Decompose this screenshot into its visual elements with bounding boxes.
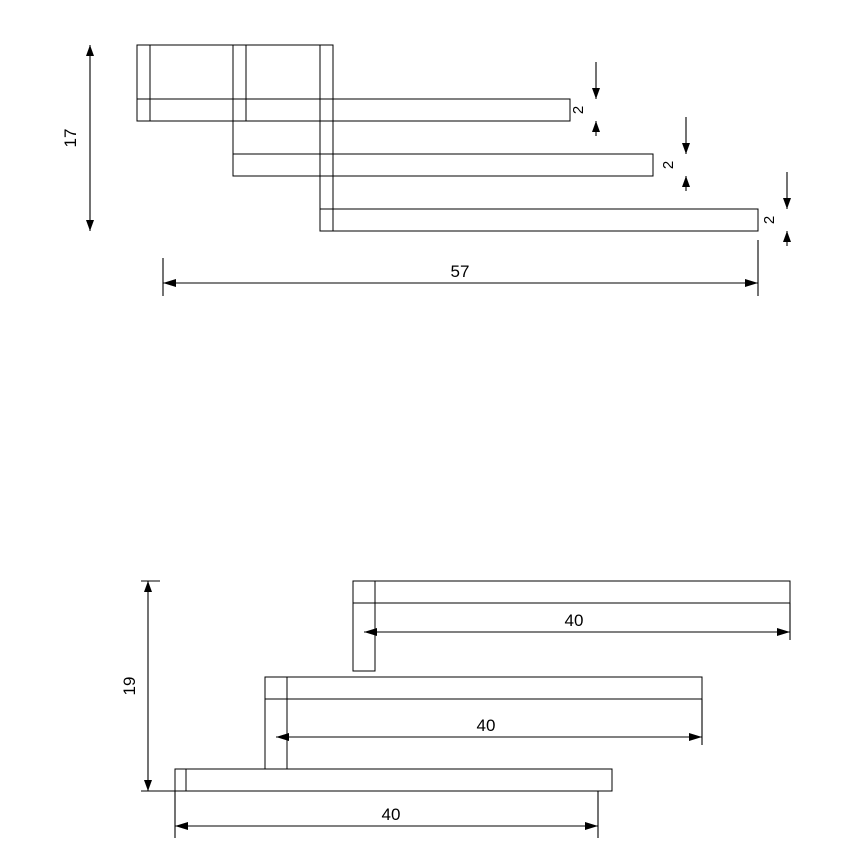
arrowhead-2c-bottom [783, 231, 791, 242]
dimension-label-arm-top-40: 40 [564, 611, 584, 630]
arrowhead-17-top [86, 45, 94, 56]
dimension-label-arm-bottom-40: 40 [381, 805, 401, 824]
dimension-label-length-57: 57 [450, 262, 470, 281]
arrowhead-2b-bottom [682, 176, 690, 187]
top-view-middle-plate [233, 45, 333, 176]
arrowhead-2c-top [783, 198, 791, 209]
top-view-thickness-2-dimension [682, 117, 690, 191]
front-view-arm-middle [265, 677, 702, 699]
arrowhead-40-middle-right [689, 733, 702, 741]
dimension-label-height-17: 17 [61, 128, 80, 148]
arrowhead-57-left [163, 279, 176, 287]
front-view-arm-top [353, 581, 790, 603]
arrowhead-2a-top [592, 88, 600, 99]
arrowhead-17-bottom [86, 220, 94, 231]
top-view-bar-1 [137, 99, 570, 121]
front-view-stem-top [353, 581, 375, 671]
arrowhead-2a-bottom [592, 121, 600, 132]
arrowhead-19-top [144, 581, 152, 592]
arrowhead-2b-top [682, 143, 690, 154]
front-view-stem-middle [265, 677, 287, 769]
top-view-lower-stem [320, 45, 333, 231]
dimension-label-thickness-2: 2 [660, 160, 677, 170]
dimension-label-thickness-3: 2 [761, 215, 778, 225]
dimension-label-arm-middle-40: 40 [476, 716, 496, 735]
dimension-label-thickness-1: 2 [570, 105, 587, 115]
dimension-label-height-19: 19 [120, 676, 139, 696]
top-view-left-plate [137, 45, 333, 121]
arrowhead-40-top-left [364, 628, 377, 636]
arrowhead-57-right [745, 279, 758, 287]
front-view-height-dimension [141, 581, 175, 791]
top-view-bar-2 [233, 154, 653, 176]
top-view-geometry [137, 45, 758, 231]
front-view-geometry [175, 581, 790, 791]
arrowhead-40-bottom-left [175, 822, 188, 830]
top-view-thickness-3-dimension [783, 172, 791, 246]
arrowhead-40-bottom-right [585, 822, 598, 830]
arrowhead-40-middle-left [276, 733, 289, 741]
arrowhead-19-bottom [144, 780, 152, 791]
top-view-thickness-1-dimension [570, 62, 604, 136]
front-view-arm-bottom [175, 769, 612, 791]
arrowhead-40-top-right [777, 628, 790, 636]
top-view-bar-3 [320, 209, 758, 231]
top-view-height-dimension [84, 45, 137, 231]
